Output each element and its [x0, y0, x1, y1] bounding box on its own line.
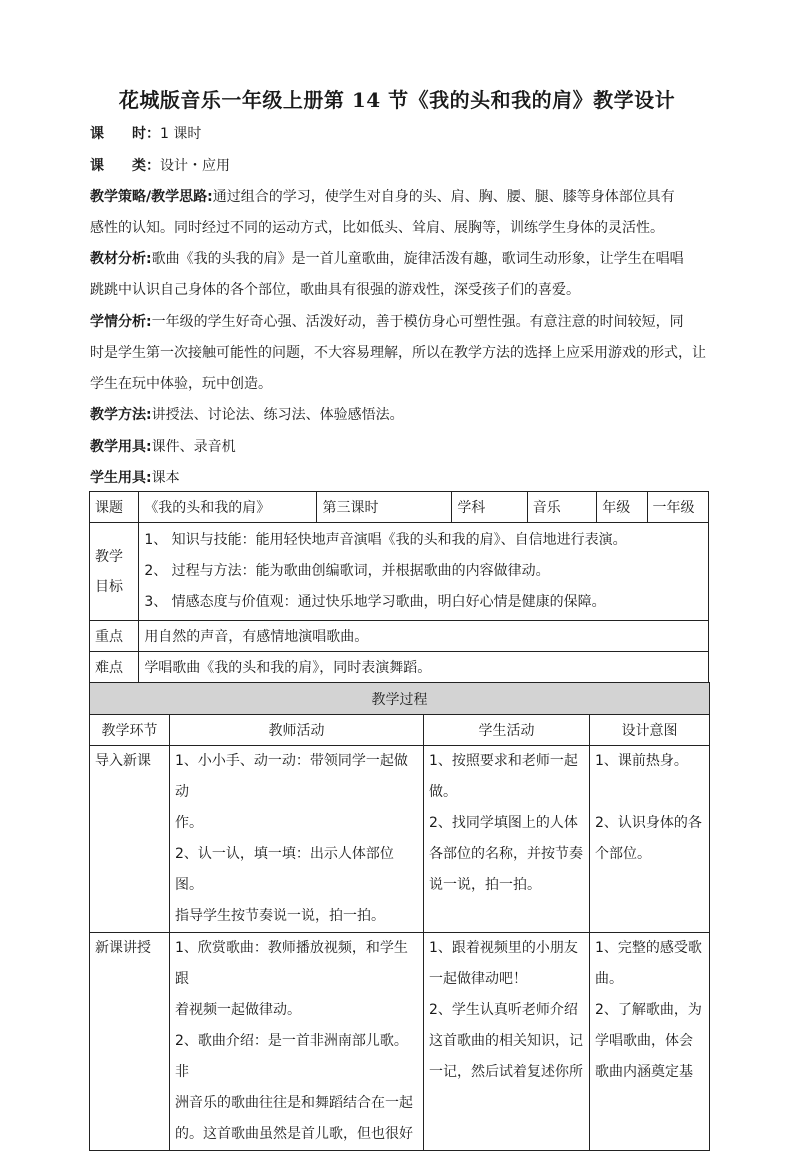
- students-text-2: 时是学生第一次接触可能性的问题，不大容易理解，所以在教学方法的选择上应采用游戏的形式，让: [90, 345, 706, 361]
- student-cell: [424, 746, 590, 933]
- goals-label: 教学目标: [90, 523, 139, 621]
- intent-line: 学唱歌曲，体会: [595, 1033, 693, 1049]
- student-line: 2、找同学填图上的人体: [429, 815, 578, 831]
- col-intent: 设计意图: [590, 715, 710, 746]
- process-title: 教学过程: [90, 683, 710, 715]
- meta-type-label: 课 类：: [90, 158, 160, 174]
- intent-line: 1、完整的感受歌: [595, 940, 702, 956]
- teacher-cell: [170, 746, 424, 933]
- methods-label: 教学方法:: [90, 407, 152, 423]
- info-cell-subject: 音乐: [527, 492, 596, 523]
- stage-cell: 导入新课: [90, 746, 170, 933]
- students-text-1: 一年级的学生好奇心强、活泼好动，善于模仿身心可塑性强。有意注意的时间较短，同: [151, 314, 684, 330]
- teacher-line: 1、欣赏歌曲：教师播放视频，和学生跟: [175, 940, 408, 987]
- info-cell-grade-label: 年级: [597, 492, 647, 523]
- intent-cell: [590, 746, 710, 933]
- section-students: [90, 307, 708, 400]
- col-stage: 教学环节: [90, 715, 170, 746]
- col-student: 学生活动: [424, 715, 590, 746]
- tools-text: 课件、录音机: [151, 439, 236, 455]
- intent-cell: [590, 933, 710, 1151]
- info-cell-topic: 《我的头和我的肩》: [139, 492, 317, 523]
- teacher-cell: [170, 933, 424, 1151]
- student-tools-label: 学生用具:: [90, 470, 152, 486]
- goals-content: [139, 523, 709, 621]
- meta-hours: [90, 119, 708, 150]
- info-header-row: [90, 492, 709, 523]
- section-strategy: [90, 182, 708, 244]
- meta-hours-value: 1 课时: [160, 126, 202, 142]
- teacher-line: 指导学生按节奏说一说，拍一拍。: [175, 908, 385, 924]
- key-label: 重点: [90, 621, 139, 652]
- strategy-text-2: 感性的认知。同时经过不同的运动方式，比如低头、耸肩、展胸等，训练学生身体的灵活性。: [90, 220, 664, 236]
- info-cell-subject-label: 学科: [452, 492, 527, 523]
- meta-type: [90, 151, 708, 182]
- material-text-2: 跳跳中认识自己身体的各个部位，歌曲具有很强的游戏性，深受孩子们的喜爱。: [90, 282, 580, 298]
- process-header-row: [90, 715, 710, 746]
- intent-line: 曲。: [595, 971, 623, 987]
- student-line: 2、学生认真听老师介绍: [429, 1002, 578, 1018]
- intent-line: [595, 777, 704, 808]
- col-teacher: 教师活动: [170, 715, 424, 746]
- student-line: 这首歌曲的相关知识，记: [429, 1033, 583, 1049]
- teaching-process-table: [89, 682, 710, 1151]
- students-text-3: 学生在玩中体验，玩中创造。: [90, 376, 272, 392]
- intent-line: 1、课前热身。: [595, 753, 688, 769]
- info-cell-topic-label: 课题: [90, 492, 139, 523]
- teacher-line: 2、歌曲介绍：是一首非洲南部儿歌。非: [175, 1033, 408, 1080]
- intent-line: 2、认识身体的各: [595, 815, 702, 831]
- intent-line: 2、了解歌曲，为: [595, 1002, 702, 1018]
- key-text: 用自然的声音，有感情地演唱歌曲。: [139, 621, 709, 652]
- info-cell-period: 第三课时: [317, 492, 452, 523]
- info-key-row: [90, 621, 709, 652]
- student-line: 做。: [429, 784, 457, 800]
- teacher-line: 洲音乐的歌曲往往是和舞蹈结合在一起: [175, 1095, 413, 1111]
- student-line: 1、跟着视频里的小朋友: [429, 940, 578, 956]
- teacher-line: 2、认一认，填一填：出示人体部位图。: [175, 846, 394, 893]
- intent-line: 歌曲内涵奠定基: [595, 1064, 693, 1080]
- tools-label: 教学用具:: [90, 439, 152, 455]
- difficulty-label: 难点: [90, 652, 139, 683]
- student-line: 各部位的名称，并按节奏: [429, 846, 583, 862]
- teacher-line: 着视频一起做律动。: [175, 1002, 301, 1018]
- student-line: 1、按照要求和老师一起: [429, 753, 578, 769]
- table-row: [90, 933, 710, 1151]
- teacher-line: 作。: [175, 815, 203, 831]
- process-title-row: [90, 683, 710, 715]
- student-line: 说一说，拍一拍。: [429, 877, 541, 893]
- info-cell-grade: 一年级: [647, 492, 708, 523]
- goal-item: 1、 知识与技能：能用轻快地声音演唱《我的头和我的肩》、自信地进行表演。: [144, 532, 627, 548]
- material-text-1: 歌曲《我的头我的肩》是一首儿童歌曲，旋律活泼有趣，歌词生动形象，让学生在唱唱: [151, 251, 684, 267]
- teacher-line: 的。这首歌曲虽然是首儿歌，但也很好: [175, 1126, 413, 1142]
- student-tools-text: 课本: [151, 470, 180, 486]
- section-tools: [90, 432, 708, 463]
- stage-cell: 新课讲授: [90, 933, 170, 1151]
- lesson-info-table: [89, 491, 709, 683]
- table-row: [90, 746, 710, 933]
- difficulty-text: 学唱歌曲《我的头和我的肩》，同时表演舞蹈。: [139, 652, 709, 683]
- goal-item: 3、 情感态度与价值观：通过快乐地学习歌曲，明白好心情是健康的保障。: [144, 594, 606, 610]
- student-cell: [424, 933, 590, 1151]
- document-title: 花城版音乐一年级上册第 14 节《我的头和我的肩》教学设计: [118, 88, 676, 112]
- teacher-line: 1、小小手、动一动：带领同学一起做动: [175, 753, 408, 800]
- students-label: 学情分析:: [90, 314, 152, 330]
- section-methods: [90, 400, 708, 431]
- section-student-tools: [90, 463, 708, 494]
- intent-line: 个部位。: [595, 846, 651, 862]
- meta-type-value: 设计・应用: [160, 158, 230, 174]
- info-goals-row: [90, 523, 709, 621]
- info-difficulty-row: [90, 652, 709, 683]
- material-label: 教材分析:: [90, 251, 152, 267]
- strategy-text-1: 通过组合的学习，使学生对自身的头、肩、胸、腰、腿、膝等身体部位具有: [212, 189, 675, 205]
- goal-item: 2、 过程与方法：能为歌曲创编歌词，并根据歌曲的内容做律动。: [144, 563, 550, 579]
- student-line: 一起做律动吧！: [429, 971, 527, 987]
- strategy-label: 教学策略/教学思路:: [90, 189, 213, 205]
- meta-hours-label: 课 时：: [90, 126, 160, 142]
- section-material: [90, 244, 708, 306]
- methods-text: 讲授法、讨论法、练习法、体验感悟法。: [151, 407, 404, 423]
- student-line: 一记，然后试着复述你所: [429, 1064, 583, 1080]
